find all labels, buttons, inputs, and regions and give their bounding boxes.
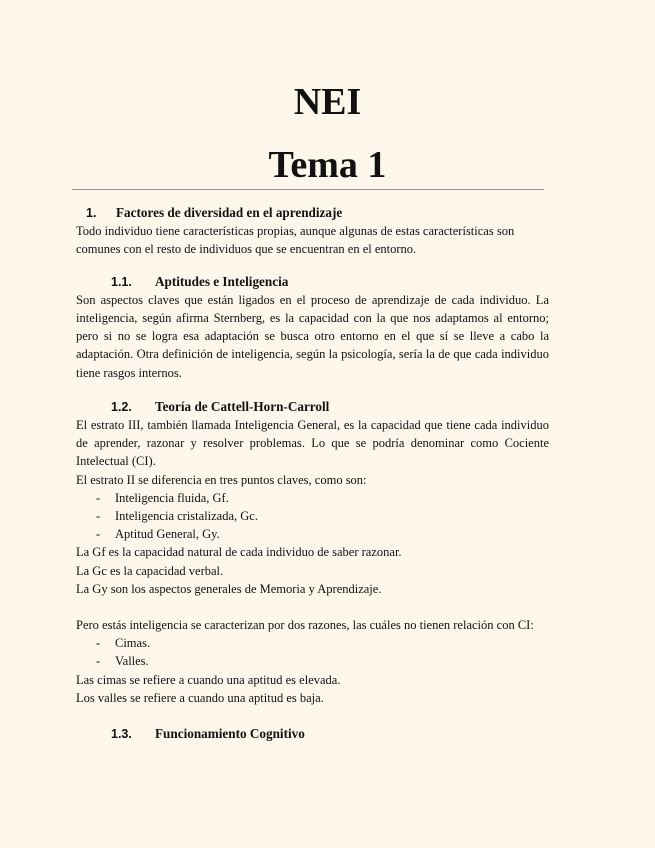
- section-1-2-paragraph-3: Pero estás inteligencia se caracterizan por dos razones, las cuáles no tienen relación con CI:: [76, 618, 534, 633]
- section-1-1-heading: [76, 273, 549, 291]
- dash-marker: -: [96, 509, 101, 524]
- list-item: [76, 507, 549, 525]
- list-item: [76, 489, 549, 507]
- line-valles: Los valles se refiere a cuando una aptitud es baja.: [76, 690, 324, 705]
- dash-marker: -: [96, 636, 101, 651]
- section-1-1-number: 1.1.: [111, 274, 132, 289]
- list-item: [76, 525, 549, 543]
- line-cimas: Las cimas se refiere a cuando una aptitud es elevada.: [76, 672, 341, 687]
- title-divider: [72, 189, 544, 190]
- section-1-heading: [76, 204, 549, 222]
- dash-marker: -: [96, 527, 101, 542]
- list-item-text: Valles.: [115, 654, 149, 669]
- section-1-3-heading: [76, 725, 549, 743]
- section-1-number: 1.: [86, 206, 97, 220]
- section-1-2-paragraph-2: El estrato II se diferencia en tres puntos claves, como son:: [76, 472, 367, 487]
- line-gy: La Gy son los aspectos generales de Memoria y Aprendizaje.: [76, 581, 382, 596]
- section-1-3-title: Funcionamiento Cognitivo: [155, 726, 305, 742]
- section-1-2-title: Teoría de Cattell-Horn-Carroll: [155, 398, 330, 414]
- intelligence-types-list: [76, 489, 549, 544]
- document-body: [76, 200, 549, 743]
- section-1-2-paragraph-1: El estrato III, también llamada Inteligencia General, es la capacidad que tiene cada individuo de aprender, razonar y resolver problemas. Lo que se podría denominar como Cociente Intelectual (CI).: [76, 418, 549, 469]
- dash-marker: -: [96, 654, 101, 669]
- list-item: [76, 634, 549, 652]
- section-1-1-paragraph: Son aspectos claves que están ligados en el proceso de aprendizaje de cada individuo. La inteligencia, según afirma Sternberg, es la capacidad con la que nos adaptamos al entorno; pero si no se logra esa adaptación se busca otro entorno en el que sí se lleve a cabo la adaptación. Otra definición de inteligencia, según la psicología, sería la de que cada individuo tiene rasgos internos.: [76, 292, 549, 380]
- section-1-1-title: Aptitudes e Inteligencia: [155, 273, 289, 289]
- section-1-3-number: 1.3.: [111, 727, 132, 742]
- list-item-text: Aptitud General, Gy.: [115, 527, 220, 542]
- section-1-2-heading: [76, 398, 549, 416]
- document-title: NEI: [293, 81, 362, 123]
- list-item-text: Cimas.: [115, 636, 151, 651]
- dash-marker: -: [96, 490, 101, 505]
- line-gc: La Gc es la capacidad verbal.: [76, 563, 224, 578]
- section-1-title: Factores de diversidad en el aprendizaje: [116, 205, 343, 220]
- document-subtitle: Tema 1: [268, 144, 387, 186]
- list-item: [76, 652, 549, 670]
- list-item-text: Inteligencia fluida, Gf.: [115, 490, 229, 505]
- line-gf: La Gf es la capacidad natural de cada individuo de saber razonar.: [76, 545, 402, 560]
- section-1-2-number: 1.2.: [111, 399, 132, 414]
- peaks-valleys-list: [76, 634, 549, 670]
- list-item-text: Inteligencia cristalizada, Gc.: [115, 509, 258, 524]
- section-1-paragraph: Todo individuo tiene características propias, aunque algunas de estas características son comunes con el resto de individuos que se encuentran en el entorno.: [76, 224, 515, 257]
- blank-line: [76, 598, 549, 616]
